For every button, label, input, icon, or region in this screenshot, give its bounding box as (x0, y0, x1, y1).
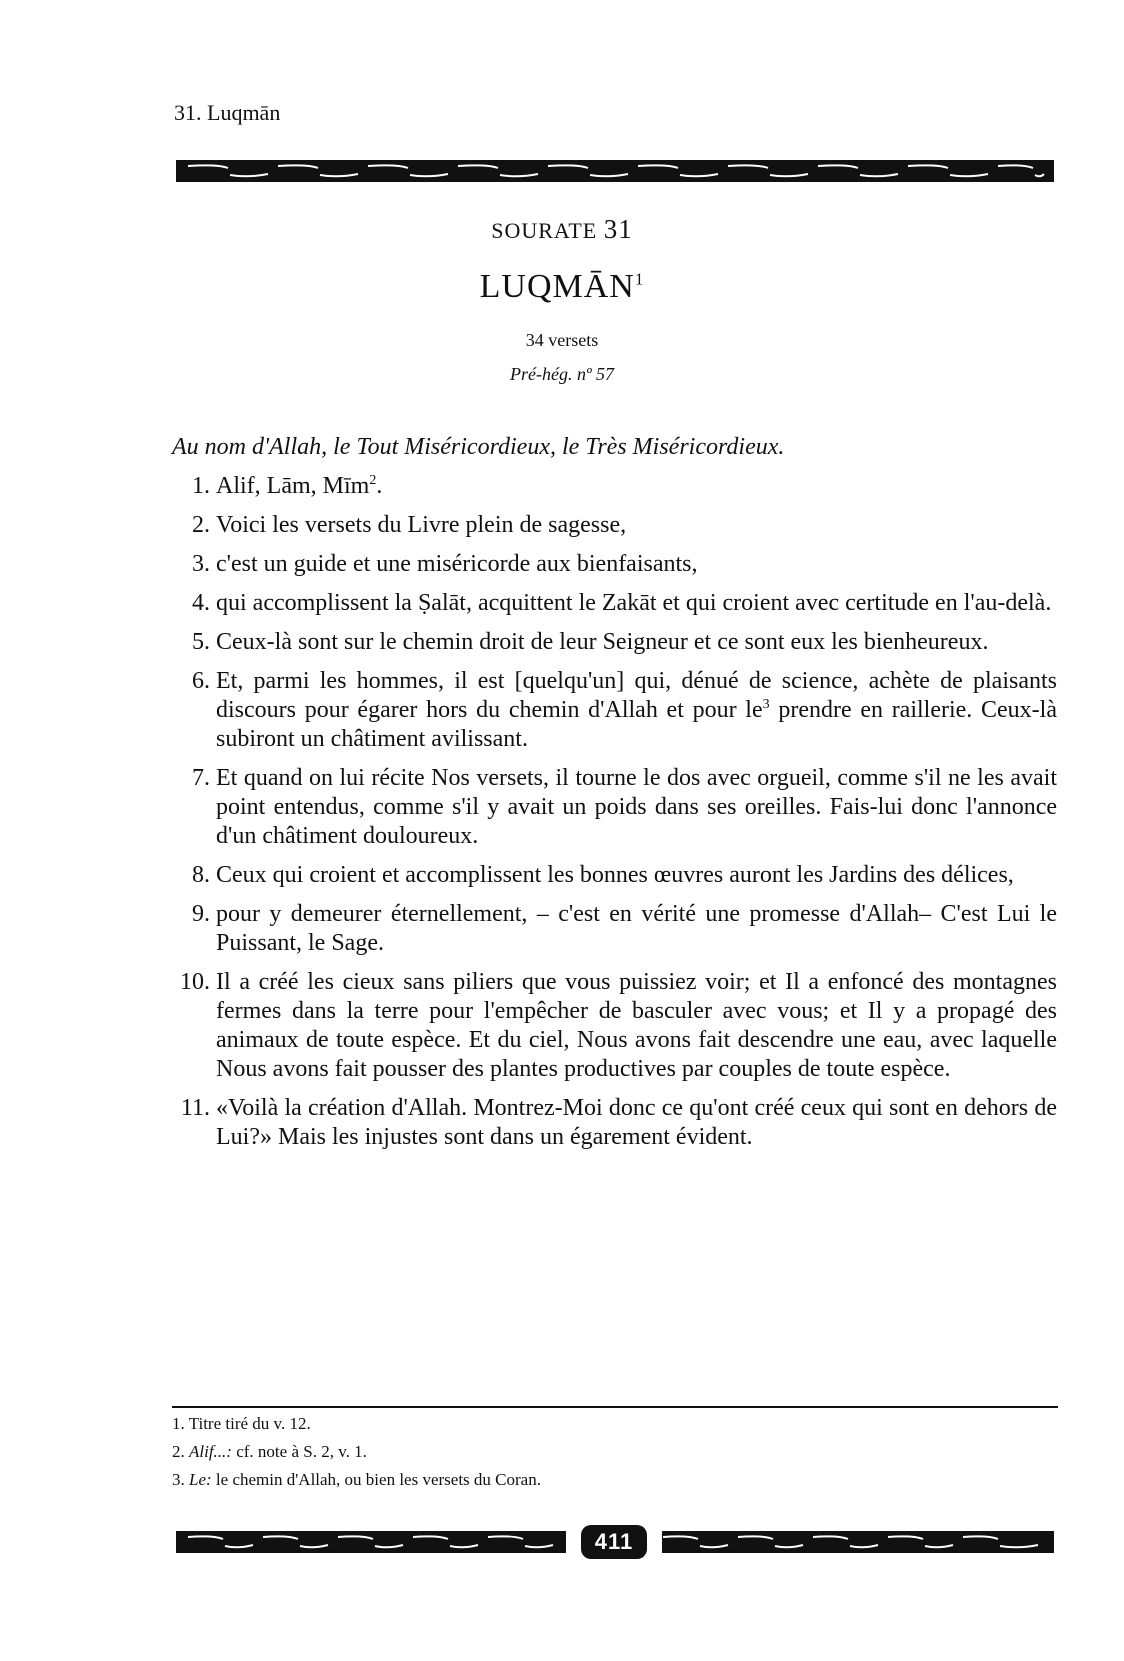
verse-text: pour y demeurer éternellement, – c'est en vérité une promesse d'Allah– C'est Lui le Puissant, le Sage. (216, 901, 1057, 956)
verse-text: Voici les versets du Livre plein de sagesse, (216, 512, 627, 538)
footnote-number: 1. (172, 1414, 185, 1433)
footnotes (172, 1410, 1058, 1494)
footnote-ref: 2 (369, 473, 377, 488)
verse-number: 1. (192, 473, 210, 499)
verse (172, 968, 1057, 1084)
verse-text: Ceux-là sont sur le chemin droit de leur Seigneur et ce sont eux les bienheureux. (216, 629, 989, 655)
footnote (172, 1438, 1058, 1466)
verse-text: Ceux qui croient et accomplissent les bonnes œuvres auront les Jardins des délices, (216, 862, 1014, 888)
footnote (172, 1466, 1058, 1494)
verse-number: 5. (192, 629, 210, 655)
verse-text: qui accomplissent la Ṣalāt, acquittent le Zakāt et qui croient avec certitude en l'au-delà. (216, 590, 1052, 616)
sura-title (0, 268, 1124, 306)
verse (172, 628, 1057, 657)
revelation-period: Pré-hég. nº 57 (509, 364, 615, 384)
sura-title-text: LUQMĀN (479, 268, 635, 305)
verse-number: 9. (192, 901, 210, 927)
footnote-text: le chemin d'Allah, ou bien les versets du Coran. (215, 1470, 541, 1489)
verse (172, 764, 1057, 851)
verse-text: «Voilà la création d'Allah. Montrez-Moi donc ce qu'ont créé ceux qui sont en dehors de Lui?» Mais les injustes sont dans un égarement évident. (216, 1095, 1057, 1150)
chain-ornament-icon (178, 162, 1052, 180)
verse (172, 1094, 1057, 1152)
verse-body: Et, parmi les hommes, il est [quelqu'un] qui, dénué de science, achète de plaisants discours pour égarer hors du chemin d'Allah et pour le (216, 668, 1057, 723)
verse (172, 472, 1057, 501)
basmala: Au nom d'Allah, le Tout Miséricordieux, le Très Miséricordieux. (172, 434, 785, 460)
ornamental-border-top (176, 160, 1054, 182)
sura-heading (0, 214, 1124, 245)
verse-number: 2. (192, 512, 210, 538)
footnote-number: 3. (172, 1470, 185, 1489)
verse (172, 900, 1057, 958)
verse-number: 7. (192, 765, 210, 791)
verse-number: 10. (180, 969, 210, 995)
verse (172, 861, 1057, 890)
verse-list (172, 472, 1057, 1162)
verse (172, 550, 1057, 579)
verse-tail: prendre en raillerie. Ceux-là subiront un châtiment avilissant. (216, 697, 1057, 752)
footnote-ref: 1 (634, 269, 645, 289)
verse-text: c'est un guide et une miséricorde aux bienfaisants, (216, 551, 698, 577)
verse (172, 589, 1057, 618)
verse-text (216, 667, 1057, 754)
verse-number: 3. (192, 551, 210, 577)
verse-text: Il a créé les cieux sans piliers que vous puissiez voir; et Il a enfoncé des montagnes fermes dans la terre pour l'empêcher de basculer avec vous; et Il y a propagé des animaux de toute espèce. Et du ciel, Nous avons fait descendre une eau, avec laquelle Nous avons fait pousser des plantes productives par couples de toute espèce. (216, 969, 1057, 1082)
footnote-divider (172, 1406, 1058, 1408)
verse-number: 11. (180, 1095, 210, 1121)
page-number: 411 (581, 1525, 648, 1559)
footnote-number: 2. (172, 1442, 185, 1461)
footnote-text: cf. note à S. 2, v. 1. (236, 1442, 367, 1461)
footnote (172, 1410, 1058, 1438)
page-number-frame (566, 1522, 662, 1562)
verse-tail: . (376, 473, 383, 499)
footnote-text: Titre tiré du v. 12. (188, 1414, 311, 1433)
verse-body: Alif, Lām, Mīm (216, 473, 370, 499)
verse-number: 6. (192, 668, 210, 694)
verse-text: Et quand on lui récite Nos versets, il tourne le dos avec orgueil, comme s'il ne les avait point entendus, comme s'il y avait un poids dans ses oreilles. Fais-lui donc l'annonce d'un châtiment douloureux. (216, 765, 1057, 849)
verse (172, 511, 1057, 540)
verse-text (216, 472, 1057, 501)
verse-number: 8. (192, 862, 210, 888)
verse-number: 4. (192, 590, 210, 616)
footnote-label: Alif...: (189, 1442, 232, 1461)
verse (172, 667, 1057, 754)
running-head: 31. Luqmān (174, 100, 281, 125)
footnote-label: Le: (189, 1470, 212, 1489)
verse-count: 34 versets (525, 330, 599, 350)
sura-label: SOURATE (491, 218, 598, 243)
footnote-ref: 3 (762, 697, 770, 712)
sura-number: 31 (603, 214, 633, 244)
